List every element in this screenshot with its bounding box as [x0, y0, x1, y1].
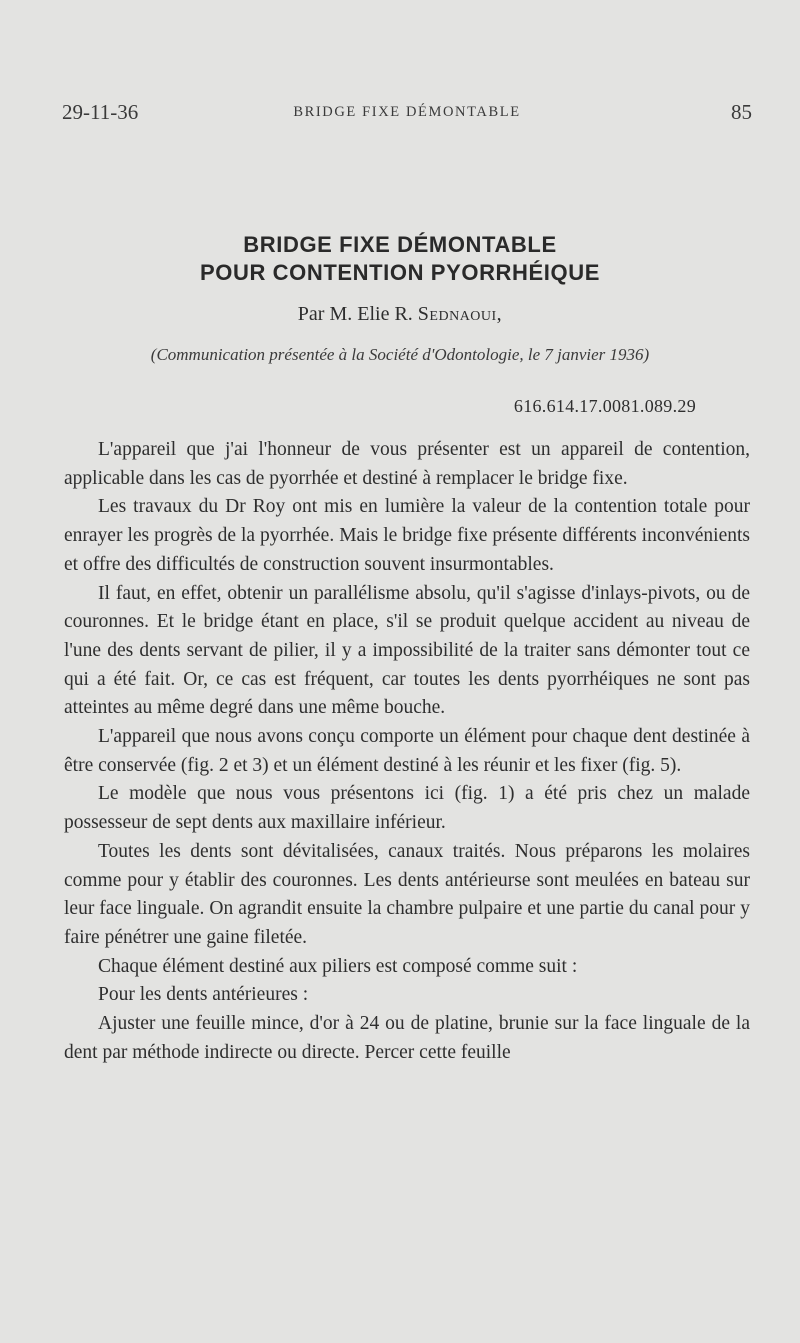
- communication-note: (Communication présentée à la Société d'Odontologie, le 7 janvier 1936): [150, 345, 650, 364]
- paragraph: Chaque élément destiné aux piliers est composé comme suit :: [98, 955, 578, 977]
- header-date: 29-11-36: [62, 100, 139, 124]
- paragraph: Ajuster une feuille mince, d'or à 24 ou de platine, brunie sur la face linguale de la dent par méthode indirecte ou directe. Percer cette feuille: [64, 1013, 750, 1063]
- page-number: 85: [731, 100, 752, 124]
- running-title: BRIDGE FIXE DÉMONTABLE: [293, 104, 521, 120]
- author-prefix: Par M. Elie R.: [297, 303, 413, 325]
- paragraph: L'appareil que nous avons conçu comporte un élément pour chaque dent destinée à être conservée (fig. 2 et 3) et un élément destiné à les réunir et les fixer (fig. 5).: [64, 726, 750, 776]
- paragraph: Les travaux du Dr Roy ont mis en lumière la valeur de la contention totale pour enrayer les progrès de la pyorrhée. Mais le bridge fixe présente différents inconvénients et offre des difficultés de construction souvent insurmontables.: [64, 496, 750, 575]
- paragraph: Le modèle que nous vous présentons ici (fig. 1) a été pris chez un malade possesseur de sept dents aux maxillaire inférieur.: [64, 783, 750, 834]
- article-body: [64, 436, 750, 1067]
- paragraph: Pour les dents antérieures :: [98, 984, 309, 1006]
- paragraph: L'appareil que j'ai l'honneur de vous présenter est un appareil de contention, applicable dans les cas de pyorrhée et destiné à remplacer le bridge fixe.: [64, 439, 750, 489]
- paragraph: Toutes les dents sont dévitalisées, canaux traités. Nous préparons les molaires comme pour y établir des couronnes. Les dents antérieurse sont meulées en bateau sur leur face linguale. On agrandit ensuite la chambre pulpaire et une partie du canal pour y faire pénétrer une gaine filetée.: [64, 840, 750, 948]
- article-title-line-2: POUR CONTENTION PYORRHÉIQUE: [199, 260, 600, 285]
- classification-number: 616.614.17.0081.089.29: [513, 396, 696, 416]
- author-surname: Sednaoui,: [417, 303, 503, 325]
- paragraph: Il faut, en effet, obtenir un parallélisme absolu, qu'il s'agisse d'inlays-pivots, ou de couronnes. Et le bridge étant en place, s'il se produit quelque accident au niveau de l'une des dents servant de pilier, il y a impossibilité de la traiter sans démonter tout ce qui a été fait. Or, ce cas est fréquent, car toutes les dents pyorrhéiques ne sont pas atteintes au même degré dans une même bouche.: [64, 582, 750, 719]
- author-line: [0, 303, 800, 326]
- running-header: [62, 100, 752, 130]
- article-title-line-1: BRIDGE FIXE DÉMONTABLE: [243, 232, 557, 257]
